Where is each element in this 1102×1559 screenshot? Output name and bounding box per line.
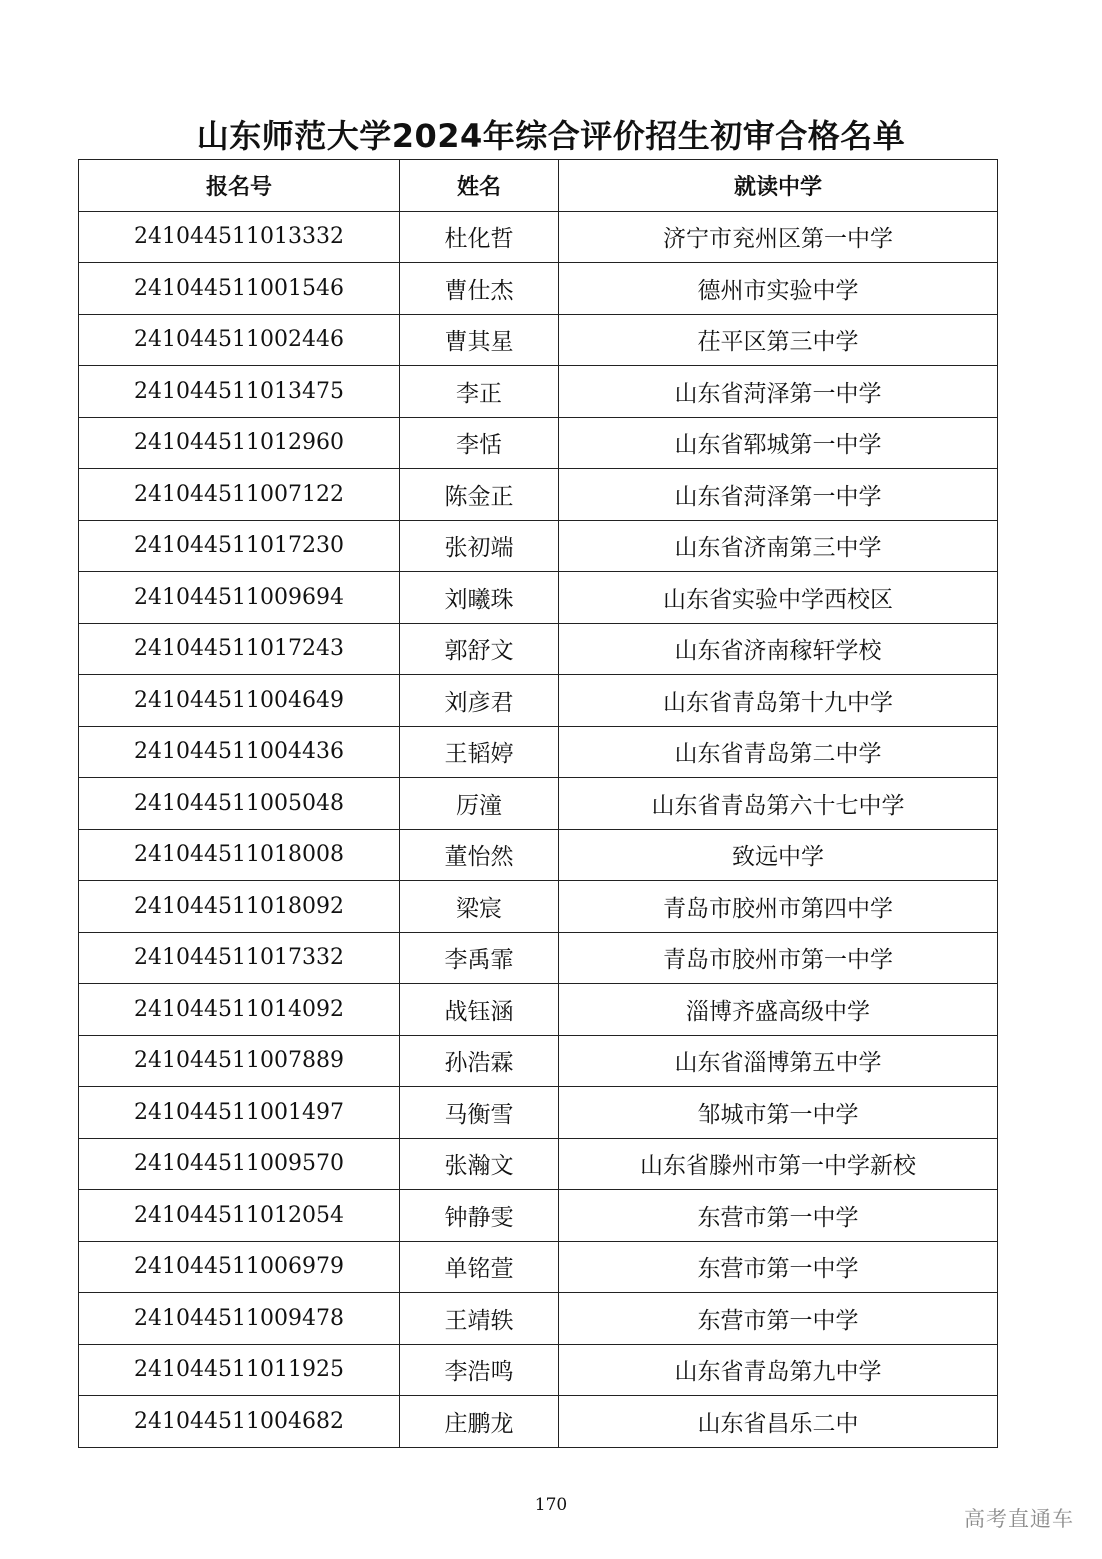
registration-number-cell: 241044511009694 xyxy=(79,572,400,624)
student-name-cell: 王靖轶 xyxy=(400,1293,559,1345)
admission-list-table xyxy=(78,159,998,1448)
school-name-cell: 山东省济南第三中学 xyxy=(559,520,998,572)
school-name-cell: 山东省淄博第五中学 xyxy=(559,1035,998,1087)
table-row xyxy=(79,1035,998,1087)
registration-number-cell: 241044511005048 xyxy=(79,778,400,830)
school-name-cell: 山东省青岛第九中学 xyxy=(559,1344,998,1396)
registration-number-cell: 241044511017332 xyxy=(79,932,400,984)
student-name-cell: 单铭萱 xyxy=(400,1241,559,1293)
table-row xyxy=(79,314,998,366)
registration-number-cell: 241044511001546 xyxy=(79,263,400,315)
registration-number-cell: 241044511009570 xyxy=(79,1138,400,1190)
registration-number-cell: 241044511004436 xyxy=(79,726,400,778)
registration-number-cell: 241044511009478 xyxy=(79,1293,400,1345)
column-header-registration-number: 报名号 xyxy=(79,160,400,212)
column-header-name: 姓名 xyxy=(400,160,559,212)
student-name-cell: 李禹霏 xyxy=(400,932,559,984)
school-name-cell: 山东省菏泽第一中学 xyxy=(559,469,998,521)
school-name-cell: 青岛市胶州市第一中学 xyxy=(559,932,998,984)
registration-number-cell: 241044511001497 xyxy=(79,1087,400,1139)
school-name-cell: 山东省青岛第六十七中学 xyxy=(559,778,998,830)
student-name-cell: 钟静雯 xyxy=(400,1190,559,1242)
school-name-cell: 东营市第一中学 xyxy=(559,1190,998,1242)
registration-number-cell: 241044511002446 xyxy=(79,314,400,366)
student-name-cell: 庄鹏龙 xyxy=(400,1396,559,1448)
school-name-cell: 山东省菏泽第一中学 xyxy=(559,366,998,418)
table-body xyxy=(79,211,998,1447)
school-name-cell: 山东省实验中学西校区 xyxy=(559,572,998,624)
student-name-cell: 郭舒文 xyxy=(400,623,559,675)
student-name-cell: 杜化哲 xyxy=(400,211,559,263)
table-row xyxy=(79,881,998,933)
student-name-cell: 张瀚文 xyxy=(400,1138,559,1190)
student-name-cell: 曹其星 xyxy=(400,314,559,366)
school-name-cell: 山东省滕州市第一中学新校 xyxy=(559,1138,998,1190)
registration-number-cell: 241044511004682 xyxy=(79,1396,400,1448)
registration-number-cell: 241044511007122 xyxy=(79,469,400,521)
school-name-cell: 济宁市兖州区第一中学 xyxy=(559,211,998,263)
table-row xyxy=(79,572,998,624)
student-name-cell: 战钰涵 xyxy=(400,984,559,1036)
student-name-cell: 孙浩霖 xyxy=(400,1035,559,1087)
student-name-cell: 厉潼 xyxy=(400,778,559,830)
student-name-cell: 董怡然 xyxy=(400,829,559,881)
school-name-cell: 德州市实验中学 xyxy=(559,263,998,315)
school-name-cell: 山东省郓城第一中学 xyxy=(559,417,998,469)
table-row xyxy=(79,211,998,263)
registration-number-cell: 241044511014092 xyxy=(79,984,400,1036)
table-row xyxy=(79,469,998,521)
registration-number-cell: 241044511013332 xyxy=(79,211,400,263)
registration-number-cell: 241044511013475 xyxy=(79,366,400,418)
registration-number-cell: 241044511017243 xyxy=(79,623,400,675)
header-row xyxy=(79,160,998,212)
table-row xyxy=(79,726,998,778)
student-name-cell: 刘彦君 xyxy=(400,675,559,727)
registration-number-cell: 241044511007889 xyxy=(79,1035,400,1087)
table-row xyxy=(79,675,998,727)
school-name-cell: 东营市第一中学 xyxy=(559,1293,998,1345)
registration-number-cell: 241044511012960 xyxy=(79,417,400,469)
table-row xyxy=(79,1241,998,1293)
table-row xyxy=(79,366,998,418)
registration-number-cell: 241044511018092 xyxy=(79,881,400,933)
table-row xyxy=(79,778,998,830)
student-name-cell: 曹仕杰 xyxy=(400,263,559,315)
table-row xyxy=(79,932,998,984)
student-name-cell: 张初端 xyxy=(400,520,559,572)
student-name-cell: 梁宸 xyxy=(400,881,559,933)
page-number: 170 xyxy=(534,1495,568,1515)
watermark-text: 高考直通车 xyxy=(964,1507,1074,1531)
school-name-cell: 山东省昌乐二中 xyxy=(559,1396,998,1448)
registration-number-cell: 241044511004649 xyxy=(79,675,400,727)
school-name-cell: 淄博齐盛高级中学 xyxy=(559,984,998,1036)
student-name-cell: 刘曦珠 xyxy=(400,572,559,624)
table-row xyxy=(79,1396,998,1448)
school-name-cell: 致远中学 xyxy=(559,829,998,881)
registration-number-cell: 241044511006979 xyxy=(79,1241,400,1293)
school-name-cell: 青岛市胶州市第四中学 xyxy=(559,881,998,933)
table-row xyxy=(79,520,998,572)
student-name-cell: 陈金正 xyxy=(400,469,559,521)
table-row xyxy=(79,417,998,469)
student-name-cell: 王韬婷 xyxy=(400,726,559,778)
school-name-cell: 邹城市第一中学 xyxy=(559,1087,998,1139)
school-name-cell: 山东省青岛第二中学 xyxy=(559,726,998,778)
table-row xyxy=(79,984,998,1036)
registration-number-cell: 241044511011925 xyxy=(79,1344,400,1396)
student-name-cell: 李正 xyxy=(400,366,559,418)
table-row xyxy=(79,1344,998,1396)
student-name-cell: 李浩鸣 xyxy=(400,1344,559,1396)
school-name-cell: 东营市第一中学 xyxy=(559,1241,998,1293)
table-row xyxy=(79,1087,998,1139)
table-row xyxy=(79,1293,998,1345)
column-header-school: 就读中学 xyxy=(559,160,998,212)
table-row xyxy=(79,1190,998,1242)
registration-number-cell: 241044511017230 xyxy=(79,520,400,572)
school-name-cell: 茌平区第三中学 xyxy=(559,314,998,366)
school-name-cell: 山东省济南稼轩学校 xyxy=(559,623,998,675)
table-row xyxy=(79,829,998,881)
table-header xyxy=(79,160,998,212)
student-name-cell: 马衡雪 xyxy=(400,1087,559,1139)
registration-number-cell: 241044511018008 xyxy=(79,829,400,881)
student-name-cell: 李恬 xyxy=(400,417,559,469)
table-row xyxy=(79,623,998,675)
school-name-cell: 山东省青岛第十九中学 xyxy=(559,675,998,727)
table-row xyxy=(79,1138,998,1190)
document-title: 山东师范大学2024年综合评价招生初审合格名单 xyxy=(196,117,906,155)
registration-number-cell: 241044511012054 xyxy=(79,1190,400,1242)
table-row xyxy=(79,263,998,315)
